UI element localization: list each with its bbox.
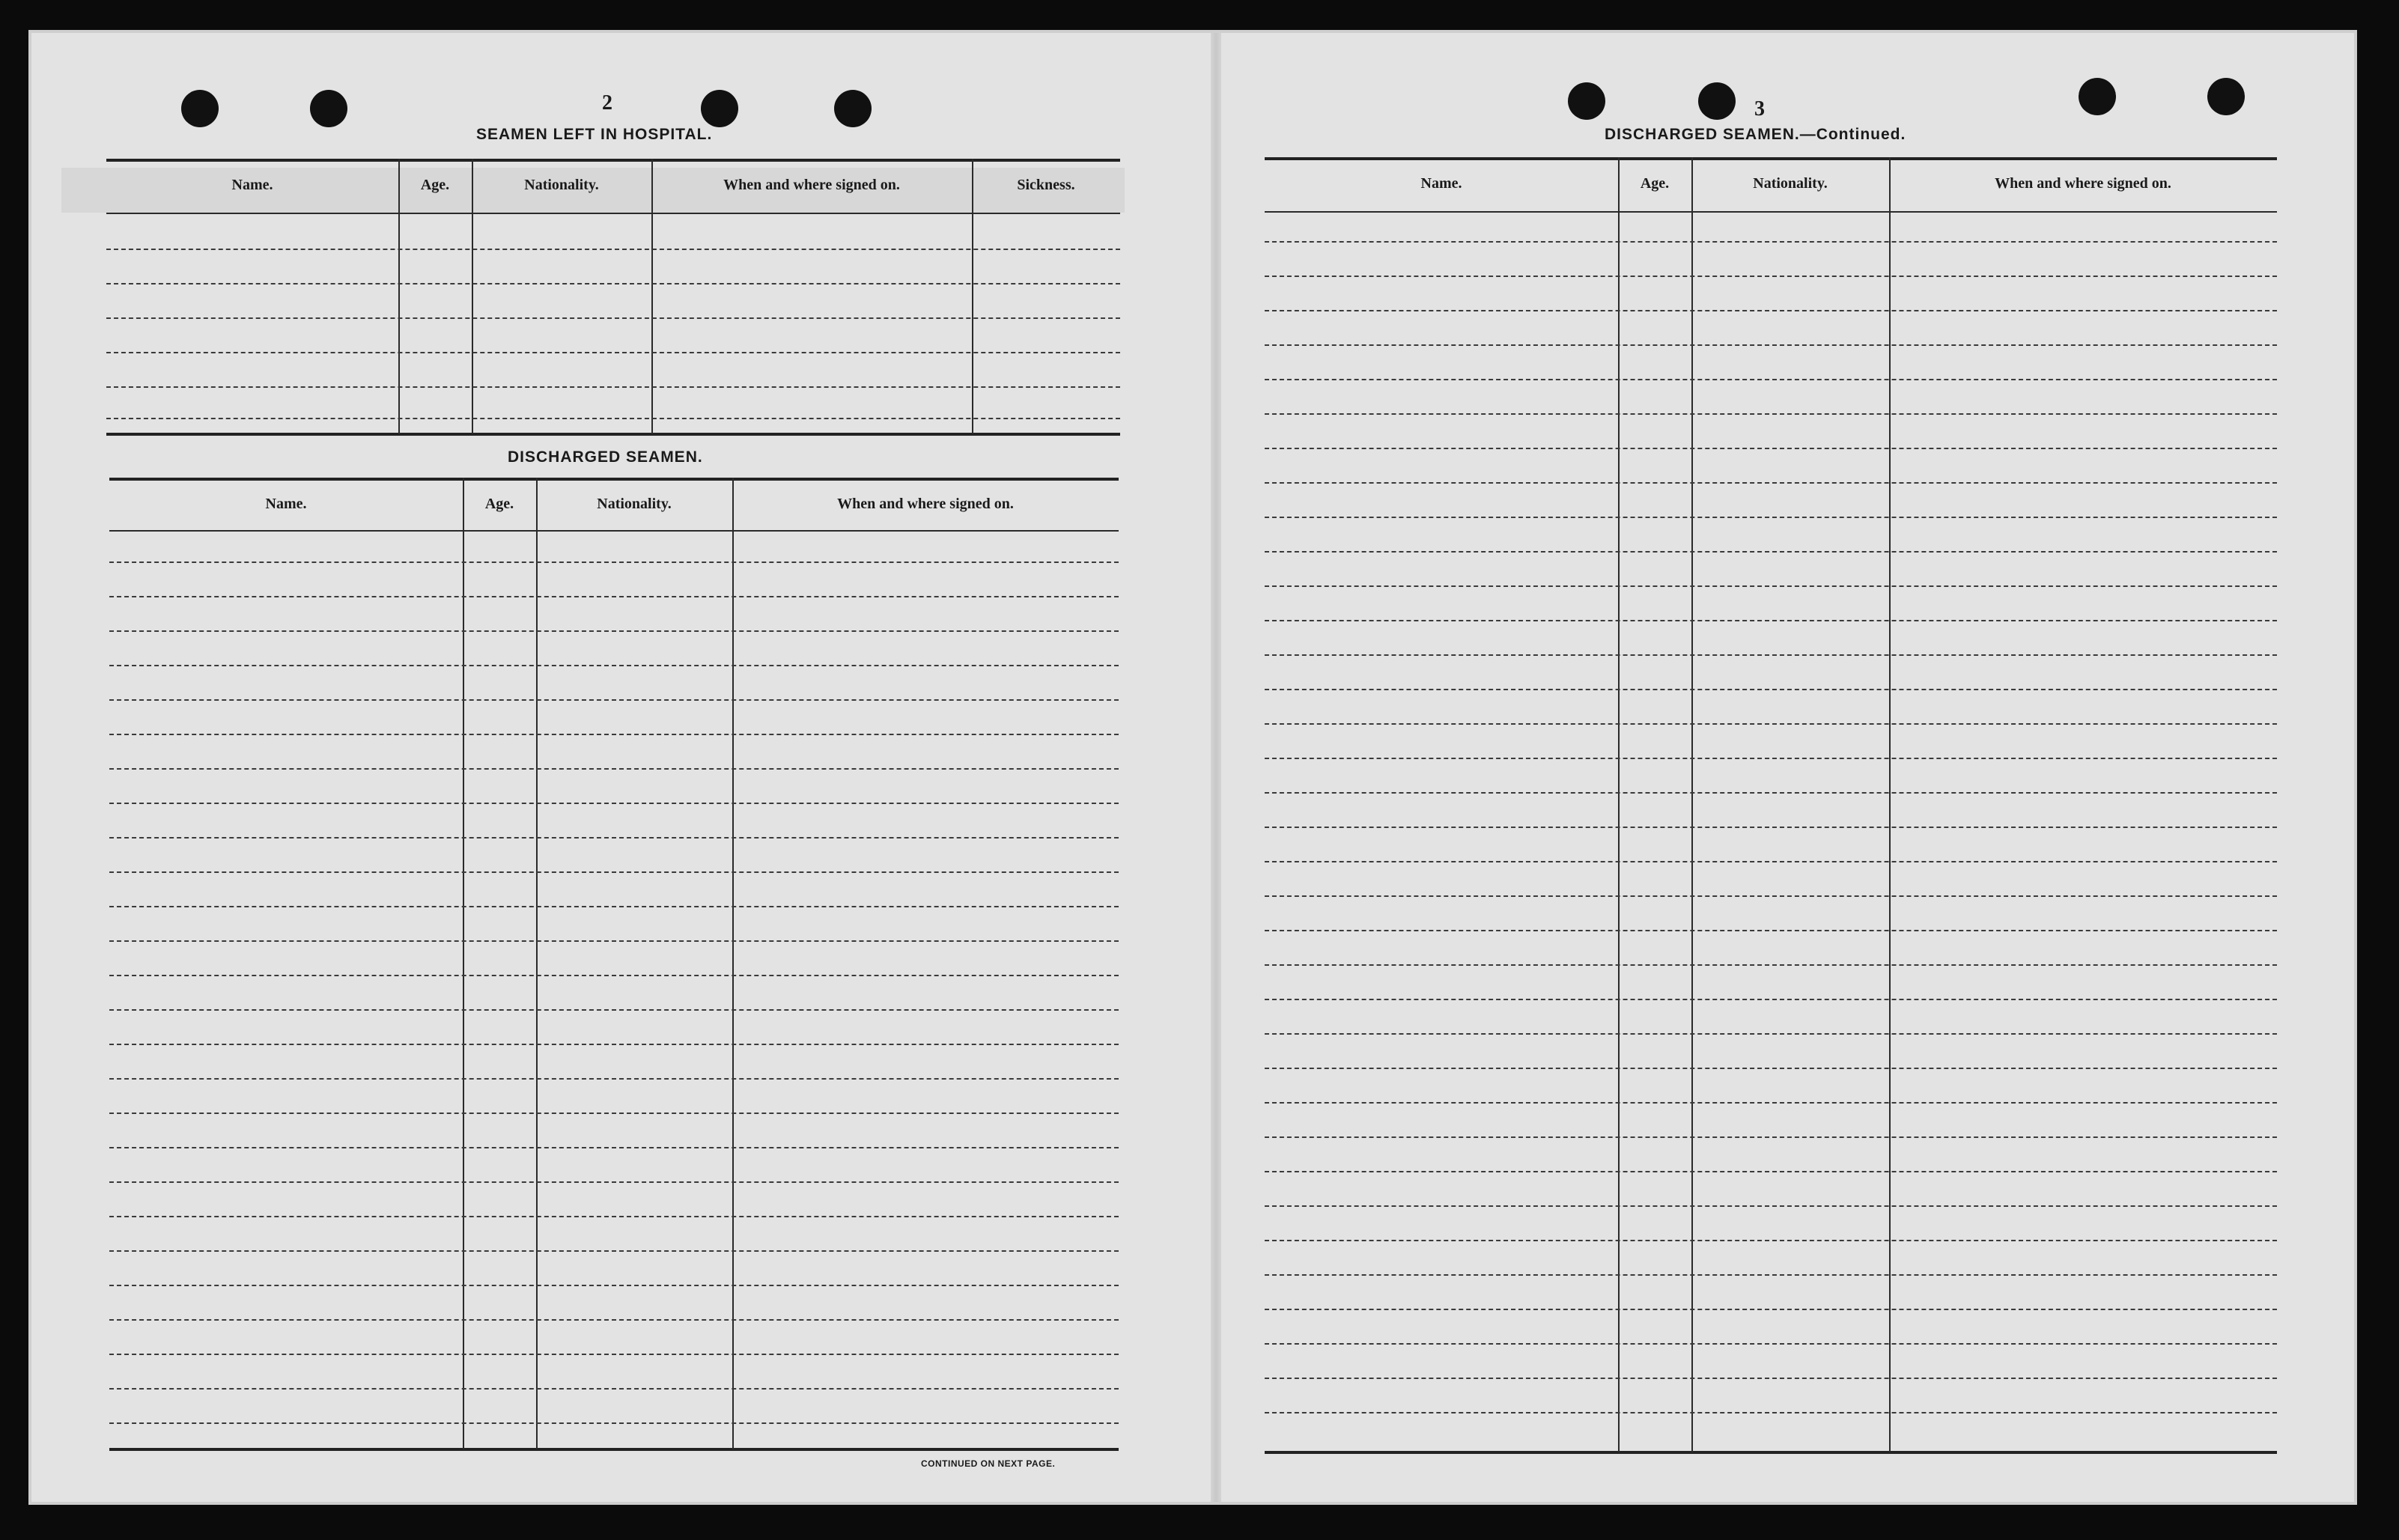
table-row	[1265, 1068, 2277, 1069]
right-page	[1221, 33, 2357, 1502]
table-row	[109, 1216, 1119, 1217]
table-row	[1265, 1343, 2277, 1345]
table-row	[109, 1319, 1119, 1321]
table-row	[1265, 654, 2277, 656]
table-row	[109, 699, 1119, 701]
table-row	[109, 837, 1119, 839]
hospital-table	[106, 159, 1120, 436]
section-title-discharged: DISCHARGED SEAMEN.	[508, 448, 703, 466]
column-header-age: Age.	[1640, 175, 1670, 192]
column-header-signed-on: When and where signed on.	[723, 177, 900, 193]
table-row	[1265, 482, 2277, 484]
column-header-name: Name.	[1420, 175, 1462, 192]
page-number: 2	[602, 91, 612, 115]
table-row	[109, 1422, 1119, 1424]
table-row	[109, 871, 1119, 873]
table-row	[109, 1250, 1119, 1252]
column-header-name: Name.	[265, 496, 307, 512]
table-row	[1265, 930, 2277, 931]
table-row	[1265, 964, 2277, 966]
left-page	[31, 33, 1211, 1502]
table-row	[109, 975, 1119, 976]
table-row	[109, 1285, 1119, 1286]
table-row	[1265, 999, 2277, 1000]
continued-note: CONTINUED ON NEXT PAGE.	[921, 1458, 1056, 1469]
table-row	[1265, 344, 2277, 346]
table-row	[1265, 517, 2277, 518]
discharged-continued-table	[1265, 157, 2277, 1455]
column-header-nationality: Nationality.	[524, 177, 599, 193]
table-row	[1265, 1136, 2277, 1138]
table-row	[106, 317, 1120, 319]
section-title-hospital: SEAMEN LEFT IN HOSPITAL.	[476, 126, 713, 143]
table-row	[1265, 379, 2277, 380]
table-row	[109, 630, 1119, 632]
table-row	[1265, 413, 2277, 415]
table-row	[109, 1009, 1119, 1011]
table-row	[106, 386, 1120, 388]
table-row	[1265, 241, 2277, 243]
column-header-nationality: Nationality.	[597, 496, 672, 512]
table-row	[109, 665, 1119, 666]
table-row	[1265, 448, 2277, 449]
table-row	[109, 734, 1119, 735]
table-row	[109, 940, 1119, 942]
column-header-name: Name.	[231, 177, 273, 193]
table-row	[1265, 1309, 2277, 1310]
table-row	[1265, 723, 2277, 725]
page-number: 3	[1754, 97, 1765, 121]
column-header-signed-on: When and where signed on.	[837, 496, 1014, 512]
page-gutter	[1211, 33, 1221, 1502]
column-header-age: Age.	[484, 496, 514, 512]
table-row	[1265, 1033, 2277, 1035]
table-row	[109, 561, 1119, 563]
table-row	[109, 1388, 1119, 1390]
column-header-nationality: Nationality.	[1753, 175, 1828, 192]
column-header-sickness: Sickness.	[1017, 177, 1075, 193]
table-row	[106, 418, 1120, 419]
table-row	[106, 249, 1120, 250]
table-row	[109, 1181, 1119, 1183]
table-row	[1265, 551, 2277, 553]
table-row	[1265, 895, 2277, 897]
table-row	[1265, 689, 2277, 690]
table-row	[109, 768, 1119, 770]
table-row	[109, 1147, 1119, 1148]
table-row	[109, 1044, 1119, 1045]
table-row	[1265, 1412, 2277, 1413]
table-row	[1265, 276, 2277, 277]
discharged-table	[109, 478, 1119, 1452]
table-row	[1265, 1205, 2277, 1207]
table-row	[109, 1354, 1119, 1355]
table-row	[109, 803, 1119, 804]
table-row	[109, 596, 1119, 597]
table-row	[1265, 792, 2277, 794]
table-row	[1265, 861, 2277, 862]
section-title-discharged-continued: DISCHARGED SEAMEN.—Continued.	[1605, 126, 1906, 143]
table-row	[1265, 1378, 2277, 1379]
table-row	[1265, 310, 2277, 311]
table-row	[1265, 585, 2277, 587]
column-header-age: Age.	[420, 177, 450, 193]
table-row	[106, 352, 1120, 353]
table-row	[1265, 1171, 2277, 1172]
column-header-signed-on: When and where signed on.	[1995, 175, 2171, 192]
table-row	[109, 906, 1119, 907]
table-row	[1265, 1102, 2277, 1104]
table-row	[1265, 758, 2277, 759]
table-row	[109, 1078, 1119, 1080]
table-row	[1265, 827, 2277, 828]
table-row	[1265, 620, 2277, 621]
table-row	[1265, 1274, 2277, 1276]
table-row	[109, 1113, 1119, 1114]
table-row	[1265, 1240, 2277, 1241]
scanned-document	[28, 30, 2357, 1505]
table-row	[106, 283, 1120, 284]
